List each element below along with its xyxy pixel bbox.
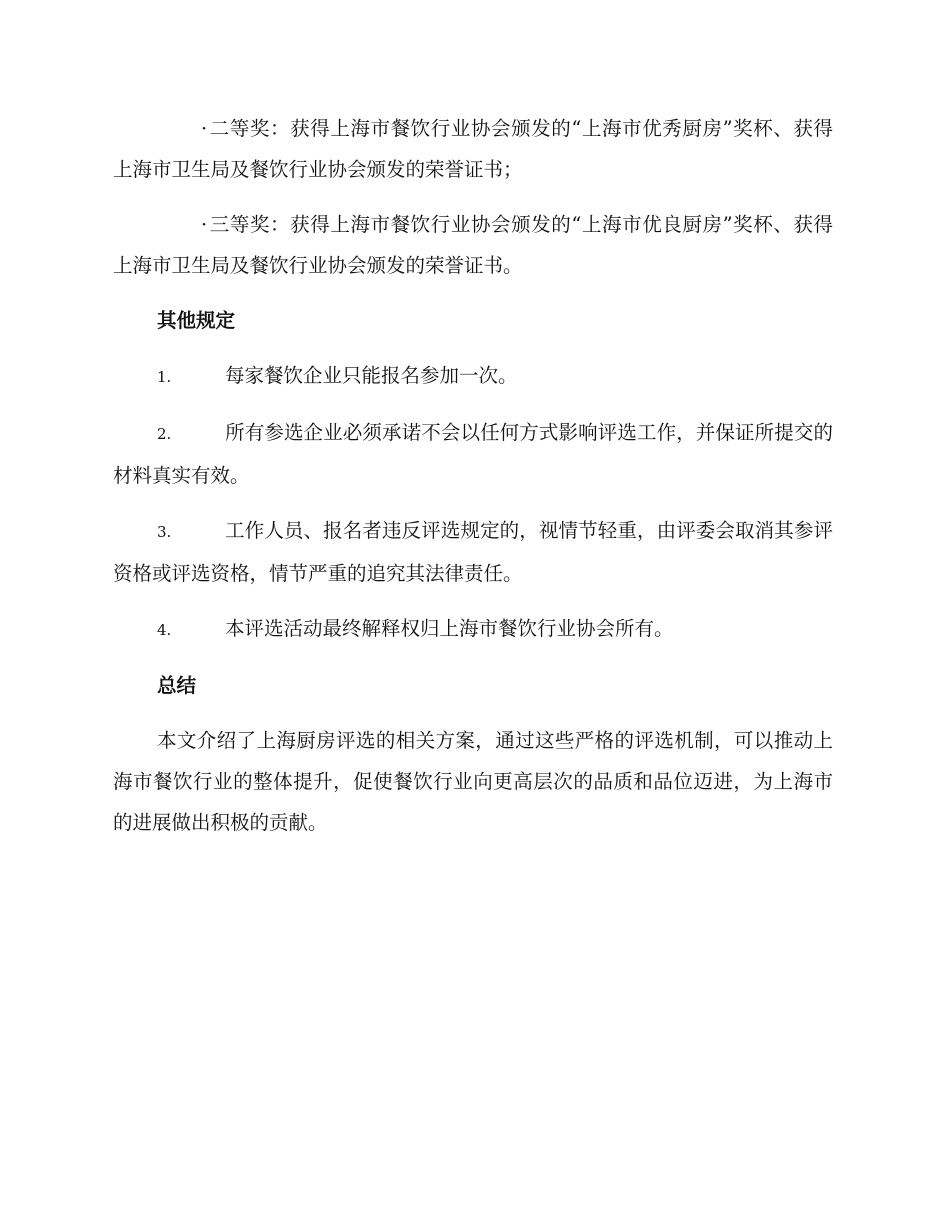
rule-text: 工作人员、报名者违反评选规定的，视情节轻重，由评委会取消其参评资格或评选资格，情节严重的追究其法律责任。 (113, 519, 833, 585)
award-text: 三等奖：获得上海市餐饮行业协会颁发的“上海市优良厨房”奖杯、获得上海市卫生局及餐饮行业协会颁发的荣誉证书。 (113, 213, 833, 277)
rule-item-1 (113, 355, 833, 398)
rule-text: 每家餐饮企业只能报名参加一次。 (225, 364, 518, 387)
other-rules-heading: 其他规定 (157, 309, 236, 332)
rule-number: 2. (157, 425, 172, 443)
award-third-prize (113, 204, 833, 286)
rule-item-2 (113, 412, 833, 496)
bullet-dot: · (201, 213, 208, 236)
rule-item-3 (113, 510, 833, 594)
summary-paragraph: 本文介绍了上海厨房评选的相关方案，通过这些严格的评选机制，可以推动上海市餐饮行业的整体提升，促使餐饮行业向更高层次的品质和品位迈进，为上海市的进展做出积极的贡献。 (113, 729, 833, 834)
document-page (113, 108, 833, 857)
rule-number: 4. (157, 621, 172, 639)
award-text: 二等奖：获得上海市餐饮行业协会颁发的“上海市优秀厨房”奖杯、获得上海市卫生局及餐饮行业协会颁发的荣誉证书； (113, 117, 833, 181)
summary-heading: 总结 (157, 674, 197, 697)
bullet-dot: · (201, 117, 208, 140)
rule-number: 1. (157, 368, 172, 386)
rule-text: 所有参选企业必须承诺不会以任何方式影响评选工作，并保证所提交的材料真实有效。 (113, 421, 833, 487)
rule-item-4 (113, 608, 833, 651)
rule-number: 3. (157, 523, 172, 541)
rule-text: 本评选活动最终解释权归上海市餐饮行业协会所有。 (225, 617, 674, 640)
award-second-prize (113, 108, 833, 190)
